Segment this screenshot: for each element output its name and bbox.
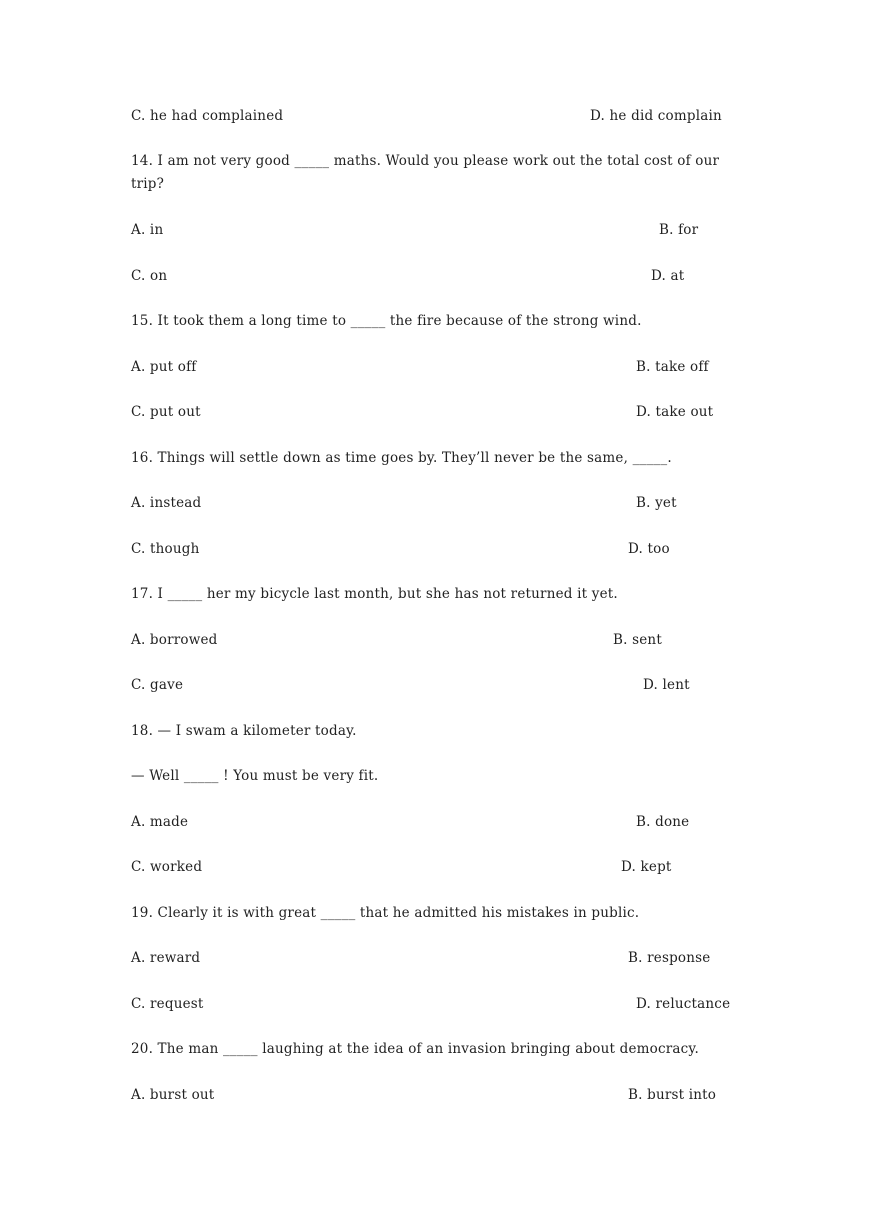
option-17-c: C. gave bbox=[131, 677, 184, 693]
option-18-c: C. worked bbox=[131, 859, 203, 875]
option-13-c: C. he had complained bbox=[131, 108, 284, 124]
option-13-d: D. he did complain bbox=[590, 108, 722, 124]
question-15: 15. It took them a long time to _____ the fire because of the strong wind. bbox=[131, 313, 642, 329]
option-14-c: C. on bbox=[131, 268, 168, 284]
option-16-b: B. yet bbox=[636, 495, 677, 511]
option-16-c: C. though bbox=[131, 541, 200, 557]
question-14: 14. I am not very good _____ maths. Would you please work out the total cost of our trip? bbox=[131, 153, 720, 192]
question-19: 19. Clearly it is with great _____ that he admitted his mistakes in public. bbox=[131, 905, 640, 921]
option-17-b: B. sent bbox=[613, 632, 662, 648]
option-20-a: A. burst out bbox=[131, 1087, 215, 1103]
option-18-b: B. done bbox=[636, 814, 690, 830]
question-17: 17. I _____ her my bicycle last month, but she has not returned it yet. bbox=[131, 586, 618, 602]
option-15-c: C. put out bbox=[131, 404, 201, 420]
option-16-d: D. too bbox=[628, 541, 670, 557]
option-15-b: B. take off bbox=[636, 359, 709, 375]
option-15-a: A. put off bbox=[131, 359, 197, 375]
question-18: 18. — I swam a kilometer today. bbox=[131, 723, 357, 739]
option-17-d: D. lent bbox=[643, 677, 690, 693]
option-20-b: B. burst into bbox=[628, 1087, 717, 1103]
option-17-a: A. borrowed bbox=[131, 632, 218, 648]
question-18-response: — Well _____ ! You must be very fit. bbox=[131, 768, 379, 784]
option-15-d: D. take out bbox=[636, 404, 714, 420]
option-16-a: A. instead bbox=[131, 495, 202, 511]
option-19-c: C. request bbox=[131, 996, 204, 1012]
option-14-d: D. at bbox=[651, 268, 685, 284]
option-19-d: D. reluctance bbox=[636, 996, 731, 1012]
question-20: 20. The man _____ laughing at the idea of an invasion bringing about democracy. bbox=[131, 1041, 699, 1057]
option-19-b: B. response bbox=[628, 950, 711, 966]
option-18-a: A. made bbox=[131, 814, 189, 830]
option-18-d: D. kept bbox=[621, 859, 672, 875]
question-16: 16. Things will settle down as time goes by. They’ll never be the same, _____. bbox=[131, 450, 672, 466]
option-14-a: A. in bbox=[131, 222, 164, 238]
option-19-a: A. reward bbox=[131, 950, 201, 966]
option-14-b: B. for bbox=[659, 222, 699, 238]
